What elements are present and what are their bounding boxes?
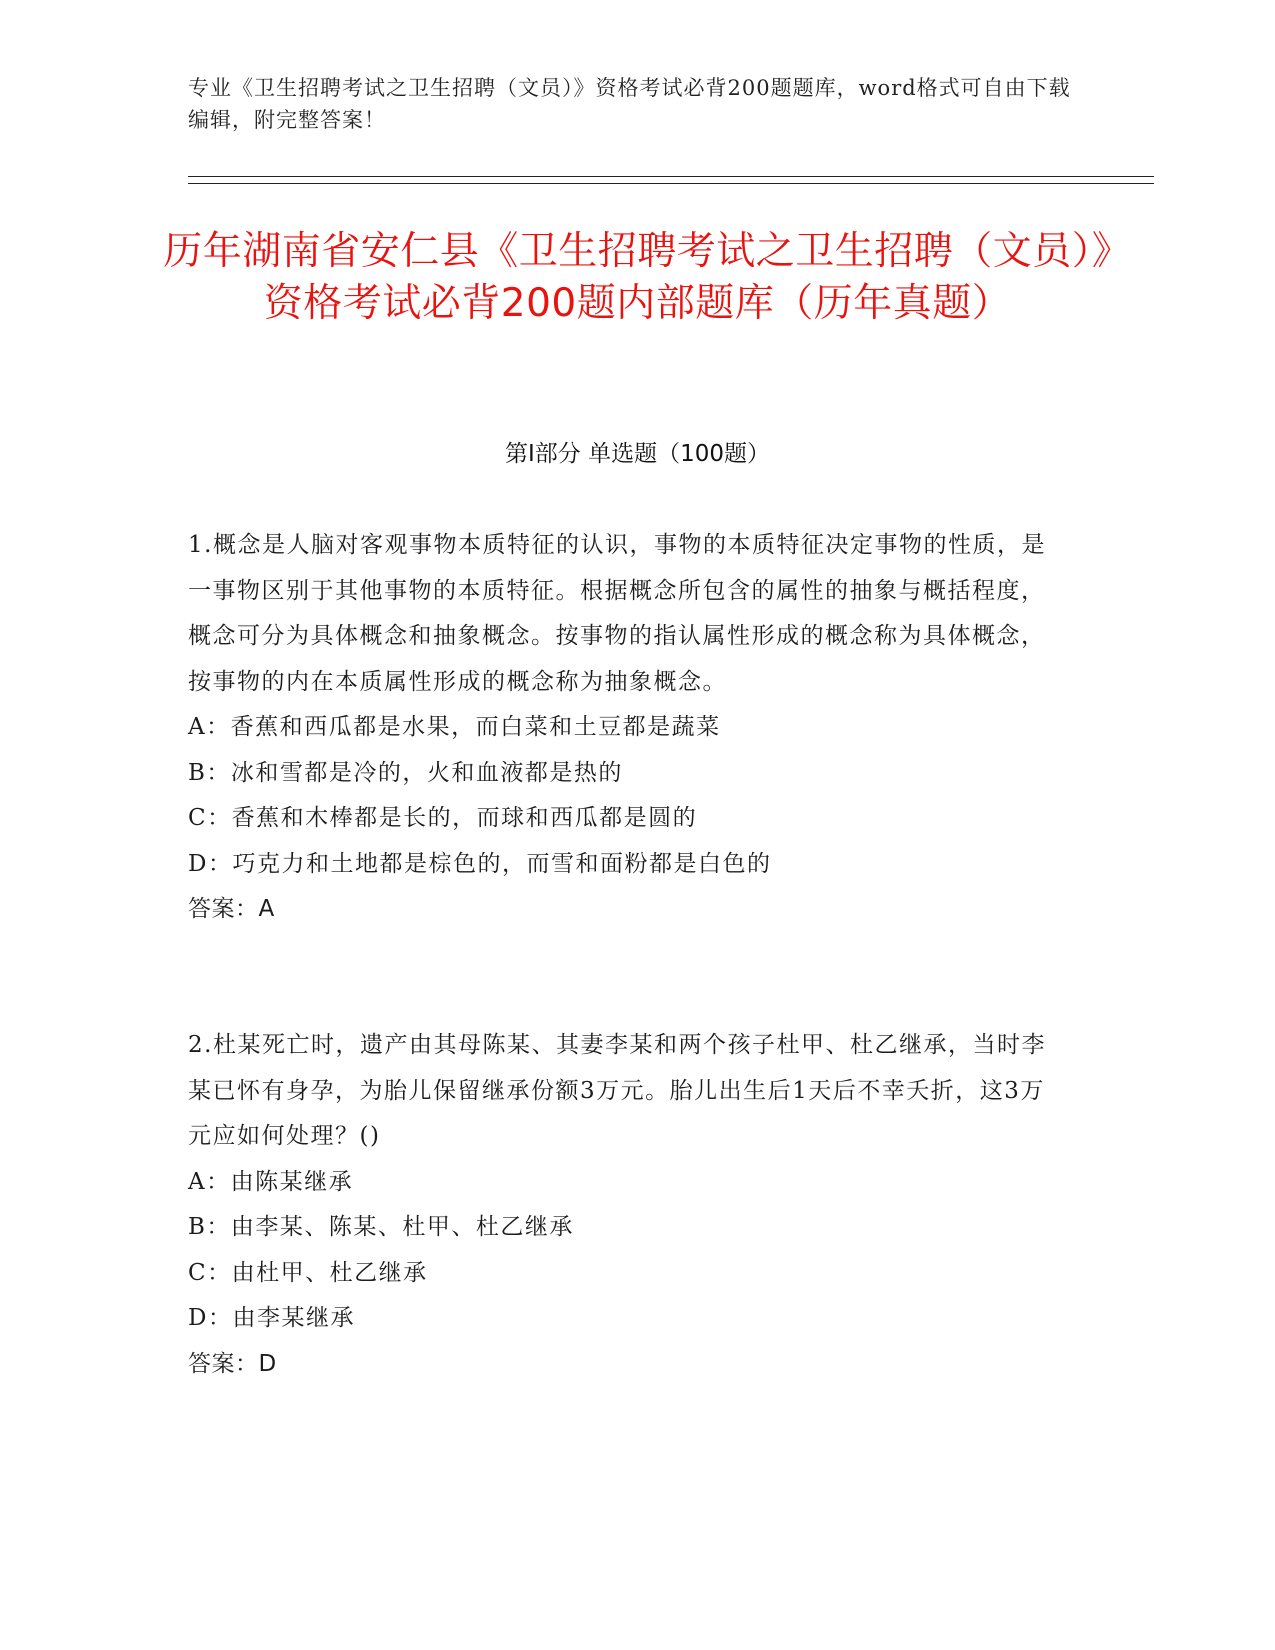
header-divider-bottom: [188, 183, 1154, 184]
answer-label: 答案：A: [188, 896, 275, 922]
question-block: [188, 523, 1063, 933]
section-heading: 第Ⅰ部分 单选题（100题）: [505, 441, 770, 467]
question-stem: 2.杜某死亡时，遗产由其母陈某、其妻李某和两个孩子杜甲、杜乙继承，当时李某已怀有身孕，为胎儿保留继承份额3万元。胎儿出生后1天后不幸夭折，这3万元应如何处理？(): [188, 1032, 1046, 1149]
option-c: C：由杜甲、杜乙继承: [188, 1259, 428, 1286]
option-a: A：由陈某继承: [188, 1168, 354, 1195]
option-d: D：巧克力和土地都是棕色的，而雪和面粉都是白色的: [188, 850, 772, 877]
header-divider-top: [188, 176, 1154, 177]
option-a: A：香蕉和西瓜都是水果，而白菜和土豆都是蔬菜: [188, 714, 721, 740]
document-title: 历年湖南省安仁县《卫生招聘考试之卫生招聘（文员）》资格考试必背200题内部题库（历年真题）: [163, 229, 1112, 326]
option-b: B：由李某、陈某、杜甲、杜乙继承: [188, 1214, 574, 1240]
question-stem: 1.概念是人脑对客观事物本质特征的认识，事物的本质特征决定事物的性质，是一事物区别于其他事物的本质特征。根据概念所包含的属性的抽象与概括程度，概念可分为具体概念和抽象概念。按事物的指认属性形成的概念称为具体概念，按事物的内在本质属性形成的概念称为抽象概念。: [188, 532, 1046, 695]
answer-label: 答案：D: [188, 1350, 277, 1377]
header-note: 专业《卫生招聘考试之卫生招聘（文员）》资格考试必背200题题库，word格式可自由下载编辑，附完整答案！: [188, 76, 1071, 132]
option-c: C：香蕉和木棒都是长的，而球和西瓜都是圆的: [188, 805, 698, 831]
option-b: B：冰和雪都是冷的，火和血液都是热的: [188, 759, 623, 786]
question-block: [188, 1023, 1063, 1387]
option-d: D：由李某继承: [188, 1305, 355, 1331]
